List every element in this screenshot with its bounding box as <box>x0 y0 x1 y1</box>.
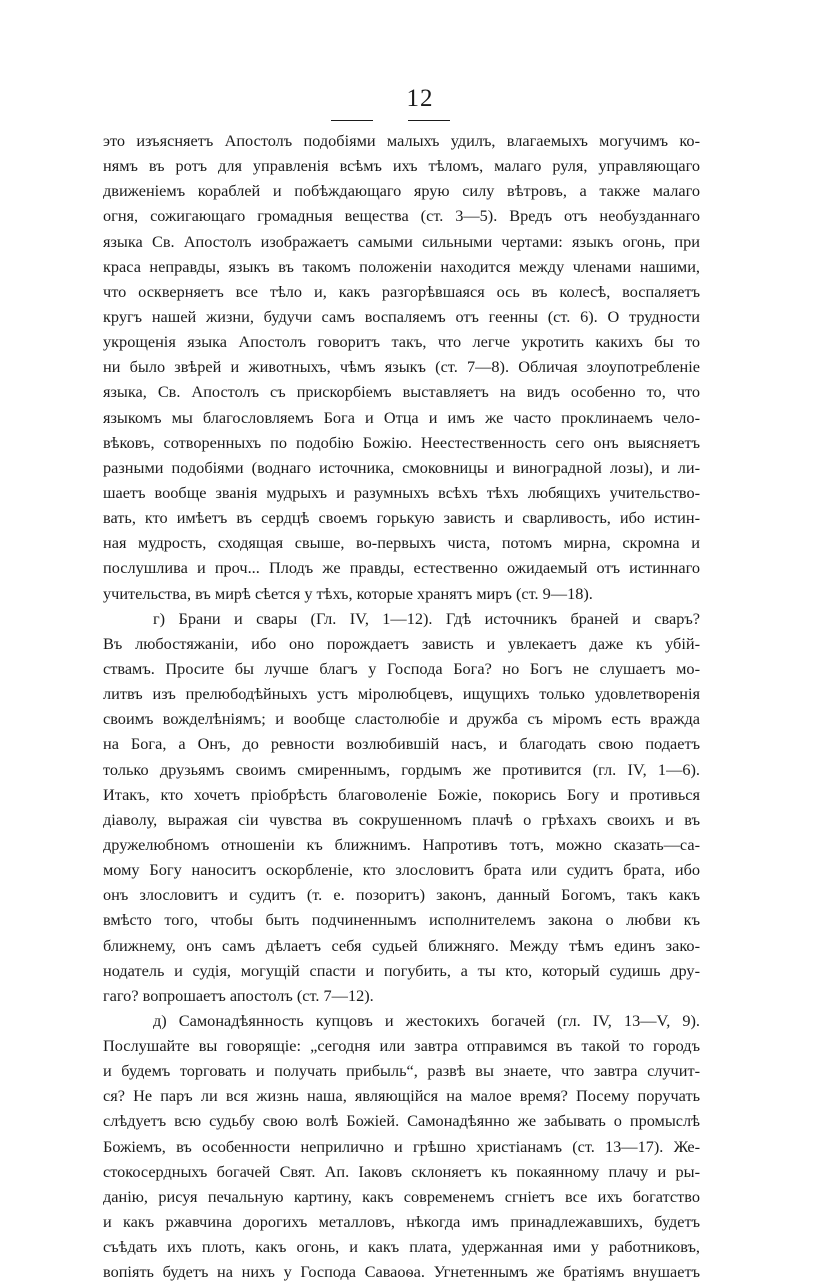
text-line: нодатель и судія, могущій спасти и погубить, а ты кто, который судишь дру- <box>103 960 700 980</box>
text-line: дружелюбномъ отношеніи къ ближнимъ. Напротивъ тотъ, можно сказать—са- <box>103 834 700 854</box>
text-line: г) Брани и свары (Гл. IV, 1—12). Гдѣ источникъ браней и сваръ? <box>153 608 700 628</box>
text-line: Въ любостяжаніи, ибо оно порождаетъ зависть и увлекаетъ даже къ убій- <box>103 633 700 653</box>
text-line: языкомъ мы благословляемъ Бога и Отца и имъ же часто проклинаемъ чело- <box>103 407 700 427</box>
text-line: ствамъ. Просите бы лучше благъ у Господа Бога? но Богъ не слушаетъ мо- <box>103 658 700 678</box>
text-line: ближнему, онъ самъ дѣлаетъ себя судьей ближняго. Между тѣмъ единъ зако- <box>103 935 700 955</box>
text-line: д) Самонадѣянность купцовъ и жестокихъ богачей (гл. IV, 13—V, 9). <box>153 1010 700 1030</box>
text-line: нямъ въ ротъ для управленія всѣмъ ихъ тѣломъ, малаго руля, управляющаго <box>103 156 700 176</box>
text-line: шаетъ вообще званія мудрыхъ и разумныхъ всѣхъ тѣхъ любящихъ учительство- <box>103 482 700 502</box>
text-line: Итакъ, кто хочетъ пріобрѣсть благоволеніе Божіе, покорись Богу и противься <box>103 784 700 804</box>
text-line: съѣдать ихъ плоть, какъ огонь, и какъ плата, удержанная ими у работниковъ, <box>103 1237 700 1257</box>
text-line: литвъ изъ прелюбодѣйныхъ устъ міролюбцевъ, ищущихъ только удовлетворенія <box>103 684 700 704</box>
text-line: языка Св. Апостолъ изображаетъ самыми сильными чертами: языкъ огонь, при <box>103 231 700 251</box>
text-line: и будемъ торговать и получать прибыль“, развѣ вы знаете, что завтра случит- <box>103 1061 700 1081</box>
text-line: только друзьямъ своимъ смиреннымъ, гордымъ же противится (гл. IV, 1—6). <box>103 759 700 779</box>
text-line: это изъясняетъ Апостолъ подобіями малыхъ удилъ, влагаемыхъ могучимъ ко- <box>103 131 700 150</box>
text-line: гаго? вопрошаетъ апостолъ (ст. 7—12). <box>103 985 374 1005</box>
page-number: 12 <box>406 85 434 112</box>
text-line: укрощенія языка Апостолъ говоритъ такъ, что легче укротить какихъ бы то <box>103 332 700 352</box>
text-line: на Бога, а Онъ, до ревности возлюбившій насъ, и благодать свою подаетъ <box>103 734 700 754</box>
text-line: стокосердныхъ богачей Свят. Ап. Іаковъ склоняетъ къ покаянному плачу и ры- <box>103 1161 700 1181</box>
text-line: языка, Св. Апостолъ съ прискорбіемъ выставляетъ на видъ особенно то, что <box>103 382 700 402</box>
body-text <box>103 128 700 1284</box>
text-line: Послушайте вы говорящіе: „сегодня или завтра отправимся въ такой то городъ <box>103 1036 700 1056</box>
text-line: вмѣсто того, чтобы быть подчиненнымъ исполнителемъ закона о любви къ <box>103 910 700 930</box>
text-line: кругъ нашей жизни, будучи самъ воспаляемъ отъ геенны (ст. 6). О трудности <box>103 306 700 326</box>
text-line: онъ злословитъ и судитъ (т. е. позоритъ) законъ, данный Богомъ, такъ какъ <box>103 885 700 905</box>
text-line: діаволу, выражая сіи чувства въ сокрушенномъ плачѣ о грѣхахъ своихъ и въ <box>103 809 700 829</box>
text-line: учительства, въ мирѣ сѣется у тѣхъ, которые хранятъ миръ (ст. 9—18). <box>103 583 593 603</box>
page-number-rule-left <box>331 120 373 121</box>
text-line: что оскверняетъ все тѣло и, какъ разгорѣвшаяся ось въ колесѣ, воспаляетъ <box>103 281 700 301</box>
text-line: вать, кто имѣетъ въ сердцѣ своемъ горькую зависть и сварливость, ибо истин- <box>103 508 700 528</box>
text-line: ни было звѣрей и животныхъ, чѣмъ языкъ (ст. 7—8). Обличая злоупотребленіе <box>103 357 700 377</box>
text-line: вопіять будетъ на нихъ у Господа Саваоѳа. Угнетеннымъ же братіямъ внушаетъ <box>103 1262 700 1282</box>
text-line: ная мудрость, сходящая свыше, во-первыхъ чиста, потомъ мирна, скромна и <box>103 533 700 553</box>
text-line: и какъ ржавчина дорогихъ металловъ, нѣкогда имъ принадлежавшихъ, будетъ <box>103 1212 700 1232</box>
text-line: огня, сожигающаго громадныя вещества (ст. 3—5). Вредъ отъ необузданнаго <box>103 206 700 226</box>
text-line: движеніемъ кораблей и побѣждающаго ярую силу вѣтровъ, а также малаго <box>103 181 700 201</box>
text-line: послушлива и проч... Плодъ же правды, естественно ожидаемый отъ истиннаго <box>103 558 700 578</box>
text-line: данію, рисуя печальную картину, какъ современемъ сгніетъ все ихъ богатство <box>103 1186 700 1206</box>
text-line: слѣдуетъ всю судьбу свою волѣ Божіей. Самонадѣянно же забывать о промыслѣ <box>103 1111 700 1131</box>
page-number-rule-right <box>408 120 450 121</box>
text-line: разными подобіями (воднаго источника, смоковницы и виноградной лозы), и ли- <box>103 457 700 477</box>
text-line: своимъ вожделѣніямъ; и вообще сластолюбіе и дружба съ міромъ есть вражда <box>103 709 700 729</box>
text-line: краса неправды, языкъ въ такомъ положеніи находится между членами нашими, <box>103 256 700 276</box>
text-line: вѣковъ, сотворенныхъ по подобію Божію. Неестественность сего онъ выясняетъ <box>103 432 700 452</box>
text-line: ся? Не паръ ли вся жизнь наша, являющійся на малое время? Посему поручать <box>103 1086 700 1106</box>
text-line: Божіемъ, въ особенности неприлично и грѣшно христіанамъ (ст. 13—17). Же- <box>103 1136 700 1156</box>
text-line: мому Богу наноситъ оскорбленіе, кто злословитъ брата или судитъ брата, ибо <box>103 860 700 880</box>
